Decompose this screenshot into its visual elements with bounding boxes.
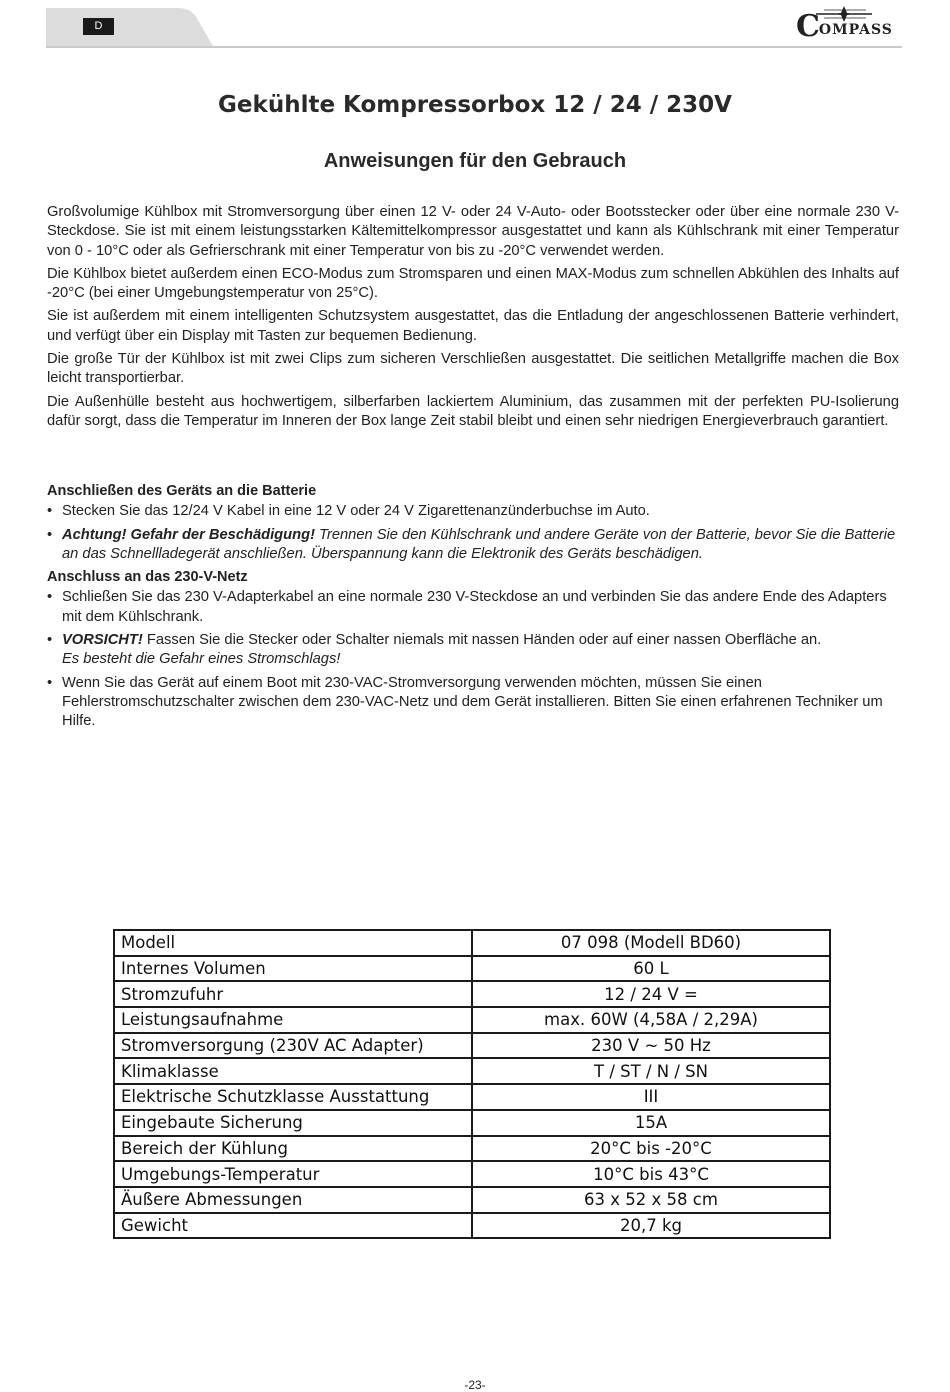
list-item: [47, 631, 899, 670]
list-item: [47, 588, 899, 627]
compass-star-icon: [814, 4, 874, 24]
intro-paragraph: Sie ist außerdem mit einem intelligenten Schutzsystem ausgestattet, das die Entladung der angeschlossenen Batterie verhindert, und verfügt über ein Display mit Tasten zur bequemen Bedienung.: [47, 308, 899, 344]
table-row: [114, 1033, 830, 1059]
table-row: [114, 981, 830, 1007]
battery-list: [47, 502, 899, 564]
spec-value: T / ST / N / SN: [472, 1058, 830, 1084]
list-item-text: Schließen Sie das 230 V-Adapterkabel an eine normale 230 V-Steckdose an und verbinden Sie das andere Ende des Adapters mit dem Kühlschrank.: [62, 589, 887, 625]
table-row: [114, 956, 830, 982]
table-row: [114, 1187, 830, 1213]
spec-table: [113, 929, 831, 1239]
spec-value: 60 L: [472, 956, 830, 982]
intro-text: [47, 203, 899, 435]
spec-label: Leistungsaufnahme: [114, 1007, 472, 1033]
spec-value: 10°C bis 43°C: [472, 1161, 830, 1187]
page-title: Gekühlte Kompressorbox 12 / 24 / 230V: [218, 92, 732, 118]
warning-label: Achtung! Gefahr der Beschädigung!: [62, 526, 315, 543]
warning-note: Es besteht die Gefahr eines Stromschlags!: [62, 651, 341, 668]
table-row: [114, 1136, 830, 1162]
spec-label: Modell: [114, 930, 472, 956]
instructions: [47, 482, 899, 736]
table-row: [114, 1110, 830, 1136]
spec-label: Klimaklasse: [114, 1058, 472, 1084]
page-subtitle: Anweisungen für den Gebrauch: [323, 150, 627, 172]
header-band: [46, 8, 214, 48]
list-item-text: Trennen Sie den Kühlschrank und andere Geräte von der Batterie, bevor Sie die Batterie an das Schnellladegerät anschließen. Überspannung kann die Elektronik des Geräts beschädigen.: [62, 526, 896, 562]
spec-value: 12 / 24 V =: [472, 981, 830, 1007]
list-item-text: Wenn Sie das Gerät auf einem Boot mit 230-VAC-Stromversorgung verwenden möchten, müssen Sie einen Fehlerstromschutzschalter zwischen dem 230-VAC-Netz und dem Gerät installieren. Bitten Sie einen erfahrenen Techniker um Hilfe.: [62, 674, 883, 730]
header-rule: [46, 46, 902, 48]
table-row: [114, 930, 830, 956]
table-row: [114, 1084, 830, 1110]
language-tag: D: [83, 18, 114, 35]
spec-value: 20°C bis -20°C: [472, 1136, 830, 1162]
spec-label: Äußere Abmessungen: [114, 1187, 472, 1213]
battery-heading: Anschließen des Geräts an die Batterie: [47, 483, 317, 499]
spec-label: Eingebaute Sicherung: [114, 1110, 472, 1136]
spec-label: Stromzufuhr: [114, 981, 472, 1007]
intro-paragraph: Die große Tür der Kühlbox ist mit zwei Clips zum sicheren Verschließen ausgestattet. Die seitlichen Metallgriffe machen die Box leicht transportierbar.: [47, 351, 899, 387]
spec-value: III: [472, 1084, 830, 1110]
table-row: [114, 1161, 830, 1187]
list-item: [47, 502, 899, 521]
spec-label: Gewicht: [114, 1213, 472, 1239]
spec-value: 230 V ~ 50 Hz: [472, 1033, 830, 1059]
spec-label: Internes Volumen: [114, 956, 472, 982]
intro-paragraph: Die Kühlbox bietet außerdem einen ECO-Modus zum Stromsparen und einen MAX-Modus zum schnellen Abkühlen des Inhalts auf -20°C (bei einer Umgebungstemperatur von 25°C).: [47, 265, 899, 302]
logo-letter-c: C: [796, 9, 819, 44]
spec-value: max. 60W (4,58A / 2,29A): [472, 1007, 830, 1033]
mains-heading: Anschluss an das 230-V-Netz: [47, 569, 248, 586]
spec-value: 20,7 kg: [472, 1213, 830, 1239]
spec-value: 15A: [472, 1110, 830, 1136]
spec-label: Stromversorgung (230V AC Adapter): [114, 1033, 472, 1059]
list-item-text: Fassen Sie die Stecker oder Schalter niemals mit nassen Händen oder auf einer nassen Oberfläche an.: [142, 632, 822, 649]
mains-list: [47, 588, 899, 731]
spec-value: 07 098 (Modell BD60): [472, 930, 830, 956]
spec-value: 63 x 52 x 58 cm: [472, 1187, 830, 1213]
spec-label: Umgebungs-Temperatur: [114, 1161, 472, 1187]
table-row: [114, 1213, 830, 1239]
warning-label: VORSICHT!: [62, 632, 143, 649]
list-item: [47, 674, 899, 732]
list-item: [47, 526, 899, 565]
spec-label: Bereich der Kühlung: [114, 1136, 472, 1162]
list-item-text: Stecken Sie das 12/24 V Kabel in eine 12 V oder 24 V Zigarettenanzünderbuchse im Auto.: [62, 503, 650, 520]
spec-label: Elektrische Schutzklasse Ausstattung: [114, 1084, 472, 1110]
intro-paragraph: Großvolumige Kühlbox mit Stromversorgung über einen 12 V- oder 24 V-Auto- oder Bootsstecker oder über eine normale 230 V-Steckdose. Sie ist mit einem leistungsstarken Kältemittelkompressor ausgestattet und kann als Kühlschrank mit einer Temperatur von 0 - 10°C oder als Gefrierschrank mit einer Temperatur von bis zu -20°C verwendet werden.: [47, 204, 899, 259]
table-row: [114, 1007, 830, 1033]
logo-letters: OMPASS: [818, 22, 893, 38]
intro-paragraph: Die Außenhülle besteht aus hochwertigem, silberfarben lackiertem Aluminium, das zusammen mit der perfekten PU-Isolierung dafür sorgt, dass die Temperatur im Inneren der Box lange Zeit stabil bleibt und einen sehr niedrigen Energieverbrauch garantiert.: [47, 393, 899, 429]
table-row: [114, 1058, 830, 1084]
page-number: -23-: [464, 1378, 486, 1392]
